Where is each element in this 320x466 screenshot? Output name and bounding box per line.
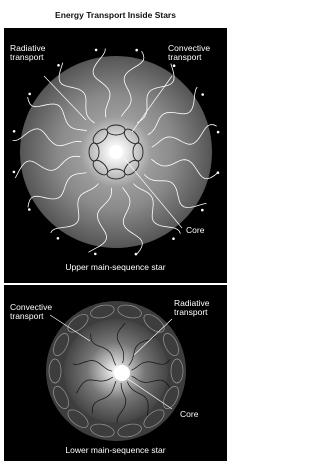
upper-star-diagram xyxy=(4,28,227,283)
upper-core-glow xyxy=(109,145,123,159)
lower-star-panel xyxy=(4,285,227,461)
ray-arrowhead xyxy=(13,130,16,133)
ray-arrowhead xyxy=(201,209,204,212)
ray-arrowhead xyxy=(173,64,176,67)
label-convective-transport: Convective transport xyxy=(168,43,211,62)
ray-arrowhead xyxy=(135,253,138,256)
label-lower-convective-transport: Convective transport xyxy=(10,302,53,321)
label-core: Core xyxy=(186,225,205,235)
diagram-title: Energy Transport Inside Stars xyxy=(55,10,176,20)
ray-arrowhead xyxy=(217,131,220,134)
label-lower-radiative-transport: Radiative transport xyxy=(174,298,210,317)
ray-arrowhead xyxy=(135,49,138,52)
ray-arrowhead xyxy=(217,171,220,174)
ray-arrowhead xyxy=(28,93,31,96)
lower-core-glow xyxy=(114,365,130,381)
label-radiative-transport: Radiative transport xyxy=(10,43,46,62)
ray-arrowhead xyxy=(172,237,175,240)
ray-arrowhead xyxy=(201,93,204,96)
ray-arrowhead xyxy=(57,237,60,240)
caption-lower: Lower main-sequence star xyxy=(65,445,166,455)
ray-arrowhead xyxy=(57,64,60,67)
ray-arrowhead xyxy=(13,171,16,174)
ray-arrowhead xyxy=(28,208,31,211)
caption-upper: Upper main-sequence star xyxy=(65,262,166,272)
label-lower-core: Core xyxy=(180,409,199,419)
upper-star-panel xyxy=(4,28,227,283)
ray-arrowhead xyxy=(95,49,98,52)
ray-arrowhead xyxy=(94,253,97,256)
